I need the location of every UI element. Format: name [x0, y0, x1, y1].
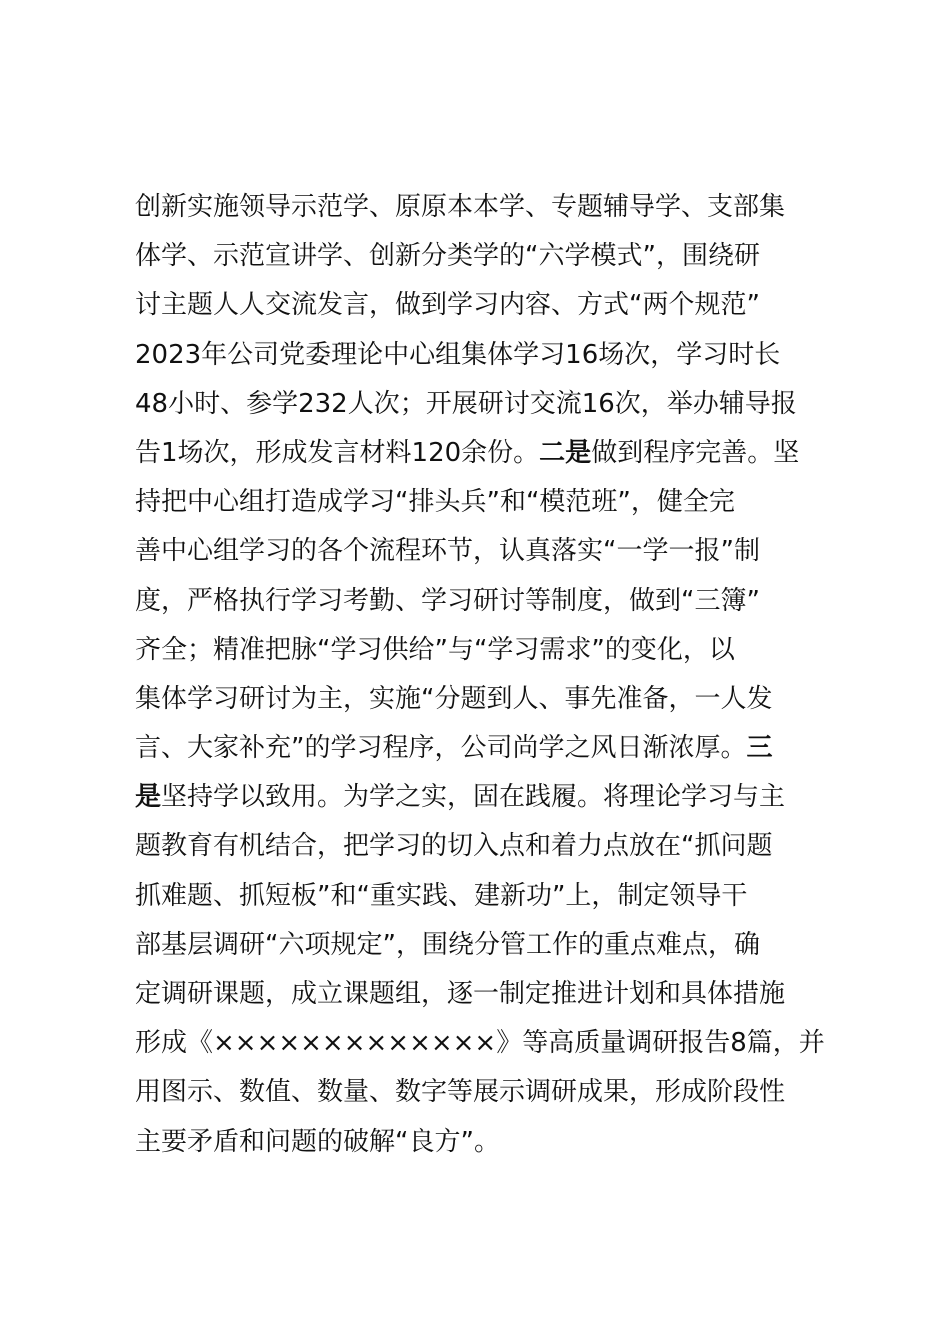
body-paragraph	[135, 183, 855, 1167]
text-line	[135, 281, 855, 330]
text-line	[135, 872, 855, 921]
text-line	[135, 1019, 855, 1068]
text-run: 齐全；精准把脉“学习供给”与“学习需求”的变化，以	[135, 634, 735, 665]
text-run: 讨主题人人交流发言，做到学习内容、方式“两个规范”	[135, 290, 760, 321]
text-run: 创新实施领导示范学、原原本本学、专题辅导学、支部集	[135, 192, 786, 222]
text-line	[135, 773, 855, 822]
text-run: 告1场次，形成发言材料120余份。	[135, 437, 540, 468]
text-line	[135, 183, 855, 232]
text-run: 形成《×××××××××××××》等高质量调研报告8篇，并	[135, 1028, 825, 1059]
text-run: 抓难题、抓短板”和“重实践、建新功”上，制定领导干	[135, 880, 748, 911]
text-line	[135, 577, 855, 626]
bold-lead-text: 二是	[539, 437, 592, 468]
text-line	[135, 232, 855, 281]
text-run: 集体学习研讨为主，实施“分题到人、事先准备，一人发	[135, 683, 773, 714]
text-line	[135, 675, 855, 724]
text-line	[135, 1118, 855, 1167]
text-line	[135, 429, 855, 478]
text-run: 主要矛盾和问题的破解“良方”。	[135, 1126, 500, 1157]
text-run: 善中心组学习的各个流程环节，认真落实“一学一报”制	[135, 536, 760, 567]
text-run: 部基层调研“六项规定”，围绕分管工作的重点难点，确	[135, 929, 760, 960]
text-run: 言、大家补充”的学习程序，公司尚学之风日渐浓厚。	[135, 733, 747, 764]
text-line	[135, 380, 855, 429]
text-run: 2023年公司党委理论中心组集体学习16场次，学习时长	[135, 339, 781, 370]
text-line	[135, 626, 855, 675]
text-run: 坚持学以致用。为学之实，固在践履。将理论学习与主	[161, 782, 786, 813]
text-run: 做到程序完善。坚	[591, 437, 800, 468]
text-line	[135, 527, 855, 576]
text-run: 定调研课题，成立课题组，逐一制定推进计划和具体措施	[135, 979, 786, 1009]
text-line	[135, 822, 855, 871]
text-line	[135, 478, 855, 527]
text-run: 48小时、参学232人次；开展研讨交流16次，举办辅导报	[135, 388, 797, 419]
text-line	[135, 921, 855, 970]
text-run: 度，严格执行学习考勤、学习研讨等制度，做到“三簿”	[135, 585, 760, 616]
text-line	[135, 1068, 855, 1117]
bold-lead-text: 三	[746, 733, 773, 764]
text-run: 用图示、数值、数量、数字等展示调研成果，形成阶段性	[135, 1077, 786, 1108]
text-line	[135, 331, 855, 380]
text-run: 题教育有机结合，把学习的切入点和着力点放在“抓问题	[135, 831, 773, 862]
text-run: 体学、示范宣讲学、创新分类学的“六学模式”，围绕研	[135, 241, 760, 272]
text-line	[135, 970, 855, 1019]
bold-lead-text: 是	[135, 782, 162, 813]
text-line	[135, 724, 855, 773]
text-run: 持把中心组打造成学习“排头兵”和“模范班”，健全完	[135, 487, 735, 518]
